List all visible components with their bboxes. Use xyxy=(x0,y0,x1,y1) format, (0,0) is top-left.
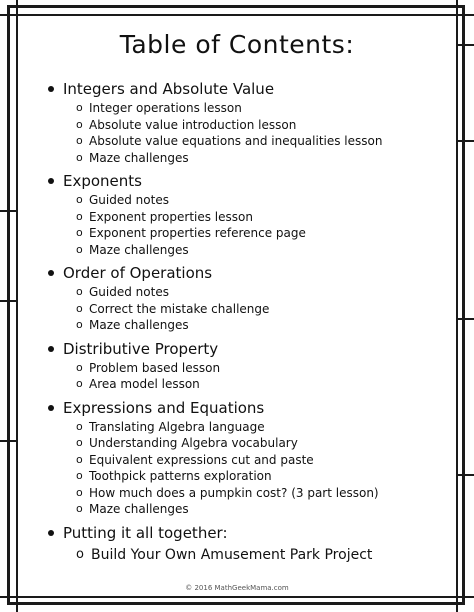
decorative-line xyxy=(0,300,16,302)
list-item: o Guided notes xyxy=(76,285,169,299)
list-item: o Maze challenges xyxy=(76,318,189,332)
circle-bullet-icon: o xyxy=(76,242,83,256)
section-heading xyxy=(48,338,448,360)
circle-bullet-icon: o xyxy=(76,469,83,482)
section-heading-text: Distributive Property xyxy=(63,339,219,358)
list-item: o Build Your Own Amusement Park Project xyxy=(76,544,448,566)
section-heading xyxy=(48,522,448,544)
list-item: o Equivalent expressions cut and paste xyxy=(76,452,314,467)
list-item: o Problem based lesson xyxy=(76,360,221,375)
decorative-line xyxy=(0,596,474,598)
circle-bullet-icon: o xyxy=(76,419,83,433)
decorative-line xyxy=(456,0,458,612)
decorative-line xyxy=(0,210,16,212)
circle-bullet-icon: o xyxy=(76,117,83,131)
list-item: o Area model lesson xyxy=(76,377,200,391)
list-item: o Integer operations lesson xyxy=(76,101,242,115)
circle-bullet-icon: o xyxy=(76,360,83,374)
sub-list xyxy=(48,419,448,518)
toc-section xyxy=(48,397,448,522)
section-heading xyxy=(48,78,448,100)
circle-bullet-icon: o xyxy=(76,134,83,147)
sub-list xyxy=(48,360,448,393)
toc-section xyxy=(48,262,448,338)
circle-bullet-icon: o xyxy=(76,318,83,331)
section-heading-text: Exponents xyxy=(63,172,142,190)
bullet-icon xyxy=(48,178,54,184)
sub-list xyxy=(48,100,448,166)
list-item: o Maze challenges xyxy=(76,150,189,165)
circle-bullet-icon: o xyxy=(76,193,83,206)
decorative-line xyxy=(456,140,474,142)
decorative-line xyxy=(16,0,18,612)
section-heading-text: Putting it all together: xyxy=(63,523,228,542)
decorative-line xyxy=(0,440,16,442)
bullet-icon xyxy=(48,405,54,411)
circle-bullet-icon: o xyxy=(76,546,84,562)
section-heading-text: Expressions and Equations xyxy=(63,398,265,417)
list-item: o Understanding Algebra vocabulary xyxy=(76,436,298,450)
list-item: o Exponent properties reference page xyxy=(76,226,306,240)
table-of-contents xyxy=(48,78,448,566)
list-item: o Toothpick patterns exploration xyxy=(76,469,272,483)
sub-list xyxy=(48,192,448,258)
copyright-notice: © 2016 MathGeekMama.com xyxy=(185,584,289,592)
section-heading xyxy=(48,262,448,284)
bullet-icon xyxy=(48,270,54,276)
bullet-icon xyxy=(48,346,54,352)
list-item: o Absolute value introduction lesson xyxy=(76,117,297,132)
circle-bullet-icon: o xyxy=(76,452,83,466)
circle-bullet-icon: o xyxy=(76,285,83,298)
section-heading xyxy=(48,397,448,419)
circle-bullet-icon: o xyxy=(76,150,83,164)
list-item: o Absolute value equations and inequalities lesson xyxy=(76,134,383,148)
toc-section xyxy=(48,78,448,170)
circle-bullet-icon: o xyxy=(76,226,83,239)
section-heading-text: Order of Operations xyxy=(63,264,213,282)
list-item: o How much does a pumpkin cost? (3 part lesson) xyxy=(76,485,379,500)
bullet-icon xyxy=(48,86,54,92)
circle-bullet-icon: o xyxy=(76,101,83,114)
sub-list xyxy=(48,284,448,334)
circle-bullet-icon: o xyxy=(76,436,83,449)
list-item: o Exponent properties lesson xyxy=(76,209,253,224)
list-item: o Guided notes xyxy=(76,193,169,207)
circle-bullet-icon: o xyxy=(76,377,83,390)
toc-section xyxy=(48,522,448,566)
decorative-line xyxy=(456,318,474,320)
bullet-icon xyxy=(48,530,54,536)
toc-section xyxy=(48,170,448,262)
circle-bullet-icon: o xyxy=(76,502,83,515)
circle-bullet-icon: o xyxy=(76,209,83,223)
sub-list xyxy=(48,544,448,566)
list-item: o Translating Algebra language xyxy=(76,419,265,434)
list-item: o Maze challenges xyxy=(76,502,189,516)
page-title: Table of Contents: xyxy=(119,30,355,59)
decorative-line xyxy=(456,474,474,476)
circle-bullet-icon: o xyxy=(76,301,83,315)
circle-bullet-icon: o xyxy=(76,485,83,499)
section-heading xyxy=(48,170,448,192)
list-item: o Maze challenges xyxy=(76,242,189,257)
list-item: o Correct the mistake challenge xyxy=(76,301,270,316)
toc-section xyxy=(48,338,448,397)
section-heading-text: Integers and Absolute Value xyxy=(63,80,275,98)
decorative-line xyxy=(0,14,474,16)
